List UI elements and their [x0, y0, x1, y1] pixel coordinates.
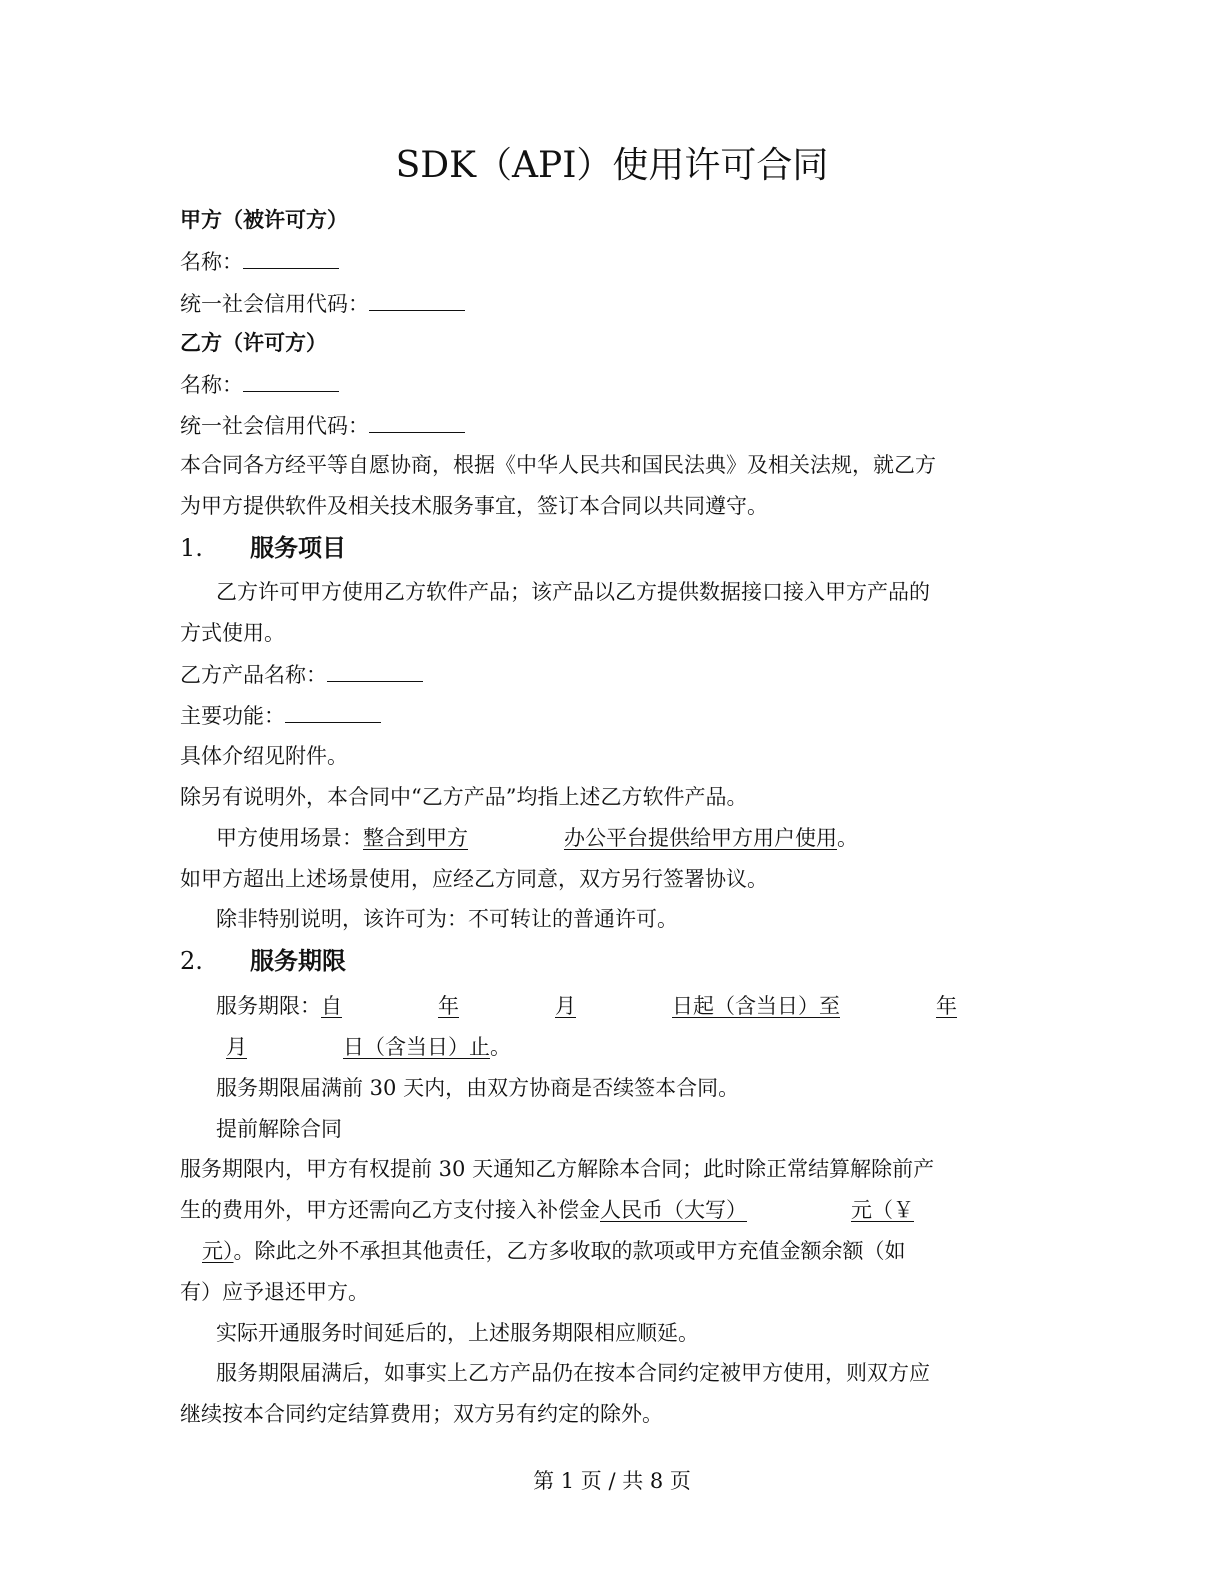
delay-text: 实际开通服务时间延后的，上述服务期限相应顺延。 [216, 1321, 699, 1345]
compensation-rmb: 人民币（大写） [600, 1198, 747, 1222]
section-1-intro-line-2: 方式使用。 [180, 621, 285, 645]
party-a-heading: 甲方（被许可方） [180, 207, 348, 232]
party-a-name-blank [243, 246, 339, 269]
product-definition-text: 除另有说明外，本合同中“乙方产品”均指上述乙方软件产品。 [180, 785, 748, 809]
section-1-heading [180, 531, 346, 565]
compensation-close-underlined [180, 1239, 234, 1263]
term-end: 。 [490, 1035, 511, 1059]
early-termination-line-2: 生的费用外，甲方还需向乙方支付接入补偿金 [180, 1198, 600, 1222]
continued-use-line-2: 继续按本合同约定结算费用；双方另有约定的除外。 [180, 1402, 663, 1426]
main-function-blank [285, 700, 381, 723]
party-b-code-label: 统一社会信用代码： [180, 414, 369, 438]
beyond-scope-text: 如甲方超出上述场景使用，应经乙方同意，双方另行签署协议。 [180, 867, 768, 891]
term-to-day: 日（含当日）止 [343, 1035, 490, 1059]
service-term-row-2 [180, 1032, 1050, 1062]
license-type-text: 除非特别说明，该许可为：不可转让的普通许可。 [216, 907, 678, 931]
see-appendix-text: 具体介绍见附件。 [180, 744, 348, 768]
party-a-code-blank [369, 288, 465, 311]
compensation-yuan: 元（￥ [851, 1198, 914, 1222]
party-b-name-blank [243, 369, 339, 392]
service-term-row-1 [216, 991, 1050, 1021]
after-compensation-text: 。除此之外不承担其他责任，乙方多收取的款项或甲方充值金额余额（如 [233, 1239, 906, 1263]
party-a-name-row [180, 246, 1050, 277]
early-termination-title: 提前解除合同 [216, 1117, 342, 1141]
usage-scenario-gap [468, 823, 564, 853]
service-term-label: 服务期限： [216, 994, 321, 1018]
usage-scenario-label: 甲方使用场景： [216, 826, 363, 850]
preamble-line-2: 为甲方提供软件及相关技术服务事宜，签订本合同以共同遵守。 [180, 494, 768, 518]
service-term-underlined-2 [180, 1035, 490, 1059]
party-b-code-row [180, 410, 1050, 441]
refund-text: 有）应予退还甲方。 [180, 1280, 369, 1304]
product-name-label: 乙方产品名称： [180, 663, 327, 687]
section-2-title: 服务期限 [250, 946, 346, 975]
product-name-row [180, 659, 1050, 690]
party-b-code-blank [369, 410, 465, 433]
party-b-heading: 乙方（许可方） [180, 330, 327, 355]
usage-scenario-part-1: 整合到甲方 [363, 826, 468, 850]
renewal-text: 服务期限届满前 30 天内，由双方协商是否续签本合同。 [216, 1076, 740, 1100]
term-to-month: 月 [226, 1035, 247, 1059]
section-2-heading [180, 944, 346, 978]
service-term-underlined-1 [321, 994, 997, 1018]
section-1-title: 服务项目 [250, 533, 346, 562]
party-a-code-row [180, 288, 1050, 319]
party-a-code-label: 统一社会信用代码： [180, 292, 369, 316]
usage-scenario-row [216, 823, 1050, 853]
compensation-underlined [600, 1198, 986, 1222]
compensation-row [180, 1195, 1050, 1225]
term-to-year: 年 [936, 994, 957, 1018]
main-function-row [180, 700, 1050, 731]
usage-scenario-underlined [363, 826, 837, 850]
preamble-line-1: 本合同各方经平等自愿协商，根据《中华人民共和国民法典》及相关法规，就乙方 [180, 453, 936, 477]
main-function-label: 主要功能： [180, 704, 285, 728]
early-termination-line-1: 服务期限内，甲方有权提前 30 天通知乙方解除本合同；此时除正常结算解除前产 [180, 1157, 935, 1181]
page-footer: 第 1 页 / 共 8 页 [533, 1469, 691, 1493]
continued-use-line-1: 服务期限届满后，如事实上乙方产品仍在按本合同约定被甲方使用，则双方应 [216, 1361, 930, 1385]
term-from-year: 年 [438, 994, 459, 1018]
product-name-blank [327, 659, 423, 682]
term-from: 自 [321, 994, 342, 1018]
party-b-name-label: 名称： [180, 373, 243, 397]
usage-scenario-end: 。 [837, 826, 858, 850]
party-b-name-row [180, 369, 1050, 400]
section-2-number: 2. [180, 947, 203, 975]
usage-scenario-part-2: 办公平台提供给甲方用户使用 [564, 826, 837, 850]
section-1-intro-line-1: 乙方许可甲方使用乙方软件产品；该产品以乙方提供数据接口接入甲方产品的 [216, 580, 930, 604]
term-from-day: 日起（含当日）至 [672, 994, 840, 1018]
compensation-continued-row [180, 1236, 1050, 1266]
term-from-month: 月 [555, 994, 576, 1018]
document-title: SDK（API）使用许可合同 [395, 145, 829, 186]
party-a-name-label: 名称： [180, 250, 243, 274]
compensation-yuan-close: 元） [202, 1239, 234, 1263]
section-1-number: 1. [180, 534, 203, 562]
